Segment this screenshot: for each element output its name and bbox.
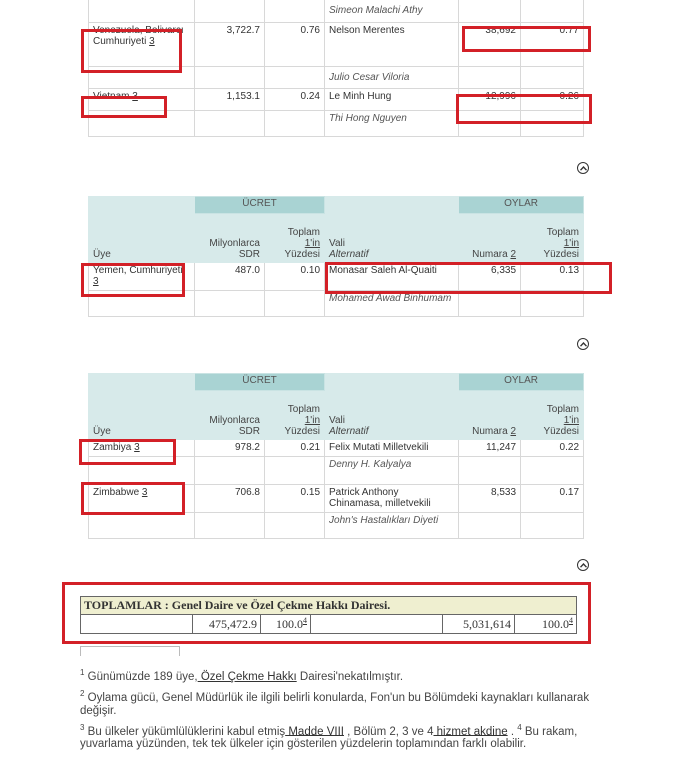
footnote-link[interactable]: 3 — [132, 91, 138, 102]
table-row — [89, 111, 584, 137]
votes-pct-value: 0.26 — [521, 89, 584, 111]
sdr-header: Milyonlarca SDR — [195, 391, 265, 440]
member-cell — [89, 263, 195, 291]
footnote-link[interactable]: 3 — [93, 276, 99, 287]
votes-pct-value: 0.77 — [521, 23, 584, 67]
governor: Le Minh Hung — [325, 89, 459, 111]
pct-header: Toplam 1'in Yüzdesi — [265, 214, 325, 263]
votes-pct-value: 0.17 — [521, 485, 584, 513]
votes-value: 12,996 — [459, 89, 521, 111]
fee-group-header: ÜCRET — [195, 197, 325, 214]
column-header-row — [89, 391, 584, 440]
total-votes-pct: 100.0$^4$ — [515, 615, 577, 634]
fee-group-header: ÜCRET — [195, 374, 325, 391]
governor: Nelson Merentes — [325, 23, 459, 67]
total-votes: 5,031,614 — [443, 615, 515, 634]
footnote-3: $^3$ Bu ülkeler yükümlülüklerini kabul etmiş Madde VIII , Bölüm 2, 3 ve 4 hizmet akdine . $^4$ Bu rakam, yuvarlama yüzünden, tek tek ülkeler için gösterilen yüzdelerin toplamından farklı olabilir. — [80, 722, 578, 751]
footnotes — [80, 666, 600, 754]
votes-pct-header: Toplam 1'in Yüzdesi — [521, 391, 584, 440]
sdr-value: 3,722.7 — [195, 23, 265, 67]
governors-table-zambia-zimbabwe — [88, 373, 584, 539]
governor-header: Vali Alternatif — [325, 214, 459, 263]
table-row — [89, 89, 584, 111]
member-name: Venezuela, Bolivarcı Cumhuriyeti — [93, 25, 184, 47]
totals-row — [81, 615, 577, 634]
pct-value: 0.10 — [265, 263, 325, 291]
member-cell — [89, 89, 195, 111]
votes-value: 38,692 — [459, 23, 521, 67]
votes-pct-header: Toplam 1'in Yüzdesi — [521, 214, 584, 263]
member-name: Zimbabwe — [93, 487, 140, 498]
sdr-value: 706.8 — [195, 485, 265, 513]
votes-value: 8,533 — [459, 485, 521, 513]
column-header-row — [89, 214, 584, 263]
votes-group-header: OYLAR — [459, 374, 584, 391]
group-header-row — [89, 197, 584, 214]
divider — [80, 646, 180, 656]
article-viii-link[interactable]: Madde VIII — [285, 725, 344, 738]
governors-table-yemen — [88, 196, 584, 317]
member-cell — [89, 23, 195, 67]
governor: Monasar Saleh Al-Quaiti — [325, 263, 459, 291]
back-to-top-icon[interactable] — [577, 338, 589, 350]
alternate-governor: John's Hastalıkları Diyeti — [325, 513, 459, 539]
number-header: Numara 2 — [459, 214, 521, 263]
alternate-governor: Mohamed Awad Binhumam — [325, 291, 459, 317]
member-cell — [89, 485, 195, 513]
sdr-value: 978.2 — [195, 440, 265, 457]
sdr-value: 1,153.1 — [195, 89, 265, 111]
totals-title: TOPLAMLAR : Genel Daire ve Özel Çekme Hakkı Dairesi. — [81, 597, 577, 615]
votes-value: 6,335 — [459, 263, 521, 291]
totals-table — [80, 596, 577, 634]
table-row — [89, 291, 584, 317]
sdr-header: Milyonlarca SDR — [195, 214, 265, 263]
group-header-row — [89, 374, 584, 391]
pct-value: 0.15 — [265, 485, 325, 513]
alternate-governor: Julio Cesar Viloria — [325, 67, 459, 89]
sdr-value: 487.0 — [195, 263, 265, 291]
footnote-link[interactable]: 3 — [134, 442, 140, 453]
governor-header: Vali Alternatif — [325, 391, 459, 440]
table-row — [89, 263, 584, 291]
member-name: Vietnam — [93, 91, 130, 102]
table-row — [89, 23, 584, 67]
sdr-department-link[interactable]: Özel Çekme Hakkı — [197, 670, 297, 683]
votes-pct-value: 0.13 — [521, 263, 584, 291]
votes-value: 11,247 — [459, 440, 521, 457]
back-to-top-icon[interactable] — [577, 162, 589, 174]
governor: Felix Mutati Milletvekili — [325, 440, 459, 457]
member-cell — [89, 440, 195, 457]
number-header: Numara 2 — [459, 391, 521, 440]
totals-title-row — [81, 597, 577, 615]
table-row — [89, 440, 584, 457]
member-header: Üye — [89, 391, 195, 440]
footnote-link[interactable]: 3 — [141, 487, 148, 498]
back-to-top-icon[interactable] — [577, 559, 589, 571]
pct-value: 0.76 — [265, 23, 325, 67]
total-sdr: 475,472.9 — [193, 615, 261, 634]
footnote-1: $^1$ Günümüzde 189 üye, Özel Çekme Hakkı Dairesi'nekatılmıştır. — [80, 668, 404, 683]
pct-value: 0.24 — [265, 89, 325, 111]
governors-table-top — [88, 0, 584, 137]
alternate-governor: Denny H. Kalyalya — [325, 457, 459, 485]
member-name: Yemen, Cumhuriyeti — [93, 265, 183, 276]
table-row — [89, 485, 584, 513]
service-contract-link[interactable]: hizmet akdine — [433, 725, 508, 738]
pct-value: 0.21 — [265, 440, 325, 457]
table-row — [89, 67, 584, 89]
table-row — [89, 0, 584, 23]
table-row — [89, 513, 584, 539]
governor: Patrick Anthony Chinamasa, milletvekili — [325, 485, 459, 513]
alternate-governor: Thi Hong Nguyen — [325, 111, 459, 137]
alternate-governor: Simeon Malachi Athy — [325, 0, 459, 23]
member-header: Üye — [89, 214, 195, 263]
footnote-link[interactable]: 3 — [149, 36, 155, 47]
votes-group-header: OYLAR — [459, 197, 584, 214]
footnote-2: $^2$ Oylama gücü, Genel Müdürlük ile ilgili belirli konularda, Fon'un bu Bölümdeki kaynakları kullanarak değişir. — [80, 688, 590, 717]
total-pct: 100.0$^4$ — [261, 615, 311, 634]
pct-header: Toplam 1'in Yüzdesi — [265, 391, 325, 440]
table-row — [89, 457, 584, 485]
member-name: Zambiya — [93, 442, 132, 453]
votes-pct-value: 0.22 — [521, 440, 584, 457]
